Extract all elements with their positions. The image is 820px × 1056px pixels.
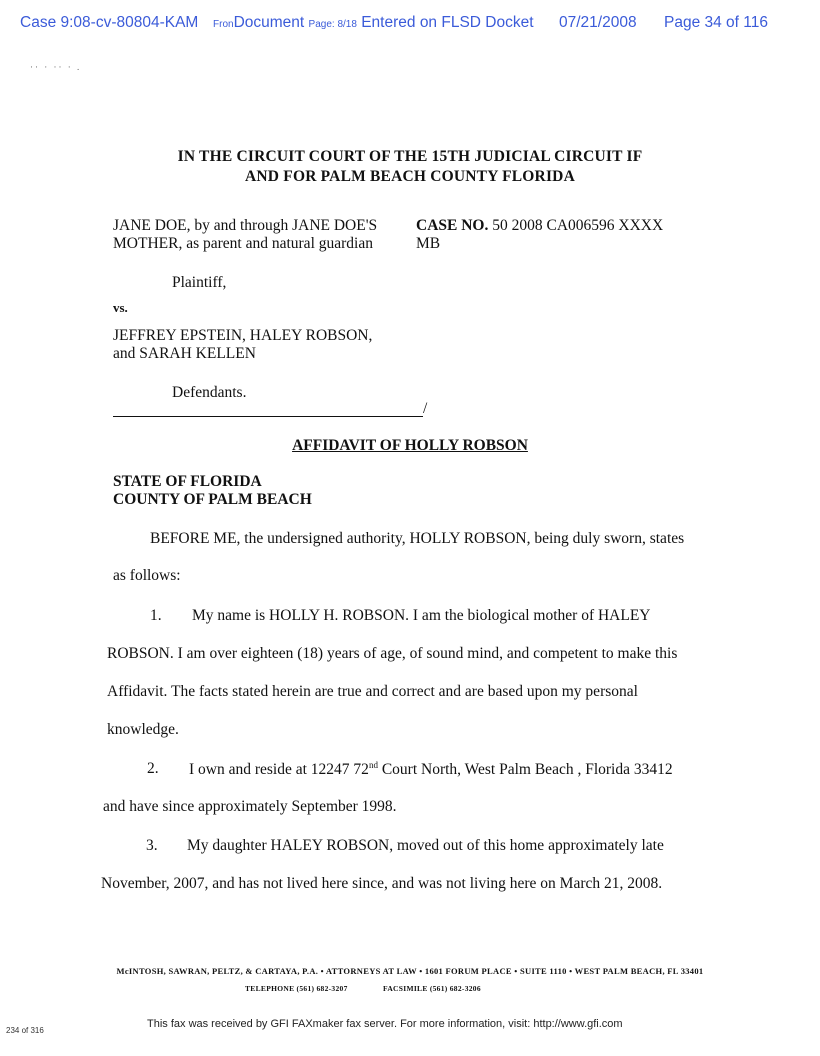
venue-state: STATE OF FLORIDA: [113, 473, 262, 490]
law-firm-footer: McINTOSH, SAWRAN, PELTZ, & CARTAYA, P.A. • ATTORNEYS AT LAW • 1601 FORUM PLACE • SUITE 1110 • WEST PALM BEACH, FL 33401: [116, 966, 704, 976]
versus-label: vs.: [113, 300, 128, 315]
plaintiff-party-line2: MOTHER, as parent and natural guardian: [113, 235, 373, 252]
filing-date: 07/21/2008: [559, 14, 637, 31]
overlap-text-d: Entered on FLSD Docket: [361, 14, 534, 31]
overlap-text-b: Document: [233, 14, 305, 31]
paragraph-1-number: 1.: [150, 607, 162, 624]
defendants-label: Defendants.: [172, 384, 247, 401]
defendants-line1: JEFFREY EPSTEIN, HALEY ROBSON,: [113, 327, 373, 344]
court-heading-line1: IN THE CIRCUIT COURT OF THE 15TH JUDICIAL CIRCUIT IF: [177, 148, 643, 165]
filing-stamp-overlap: [213, 14, 534, 32]
plaintiff-label: Plaintiff,: [172, 274, 227, 291]
paragraph-1-line4: knowledge.: [107, 721, 179, 738]
scan-noise: ·· · ·· · .: [30, 62, 82, 72]
paragraph-3-line1: My daughter HALEY ROBSON, moved out of this home approximately late: [187, 837, 664, 854]
paragraph-2-line1b: Court North, West Palm Beach , Florida 33412: [377, 761, 673, 779]
caption-rule: [113, 416, 423, 417]
paragraph-2-line1a: I own and reside at 12247 72: [189, 761, 369, 779]
paragraph-2-line1: [189, 760, 673, 779]
court-heading-line2: AND FOR PALM BEACH COUNTY FLORIDA: [245, 168, 575, 185]
firm-telephone: TELEPHONE (561) 682-3207: [245, 984, 348, 993]
case-number-header: Case 9:08-cv-80804-KAM: [20, 14, 199, 31]
plaintiff-party-line1: JANE DOE, by and through JANE DOE'S: [113, 217, 378, 234]
paragraph-3-number: 3.: [146, 837, 158, 854]
paragraph-3-line2: November, 2007, and has not lived here since, and was not living here on March 21, 2008.: [101, 875, 663, 892]
paragraph-1-line2: ROBSON. I am over eighteen (18) years of age, of sound mind, and competent to make this: [107, 645, 678, 662]
intro-line1: BEFORE ME, the undersigned authority, HOLLY ROBSON, being duly sworn, states: [150, 530, 685, 547]
page-indicator: Page 34 of 116: [664, 14, 768, 31]
overlap-text-c: Page: 8/18: [308, 19, 357, 30]
affidavit-title: AFFIDAVIT OF HOLLY ROBSON: [292, 437, 528, 454]
case-number-block: [416, 217, 663, 235]
case-number-value: 50 2008 CA006596 XXXX: [492, 217, 664, 234]
paragraph-2-sup: nd: [368, 760, 378, 770]
fax-server-notice: This fax was received by GFI FAXmaker fax server. For more information, visit: http://www.gfi.com: [147, 1018, 623, 1030]
firm-facsimile: FACSIMILE (561) 682-3206: [383, 984, 481, 993]
defendants-line2: and SARAH KELLEN: [113, 345, 256, 362]
paragraph-2-line2: and have since approximately September 1998.: [103, 798, 397, 815]
affidavit-title-wrap: [0, 437, 820, 455]
intro-line2: as follows:: [113, 567, 181, 584]
venue-county: COUNTY OF PALM BEACH: [113, 491, 312, 508]
paragraph-1-line3: Affidavit. The facts stated herein are true and correct and are based upon my personal: [107, 683, 638, 700]
caption-slash: /: [423, 400, 428, 417]
case-number-suffix: MB: [416, 235, 441, 252]
fax-page-count: 234 of 316: [6, 1026, 44, 1035]
paragraph-2-number: 2.: [147, 760, 159, 777]
case-number-label: CASE NO.: [416, 217, 489, 234]
paragraph-1-line1: My name is HOLLY H. ROBSON. I am the biological mother of HALEY: [192, 607, 651, 624]
overlap-text-a: Fron: [213, 19, 234, 30]
